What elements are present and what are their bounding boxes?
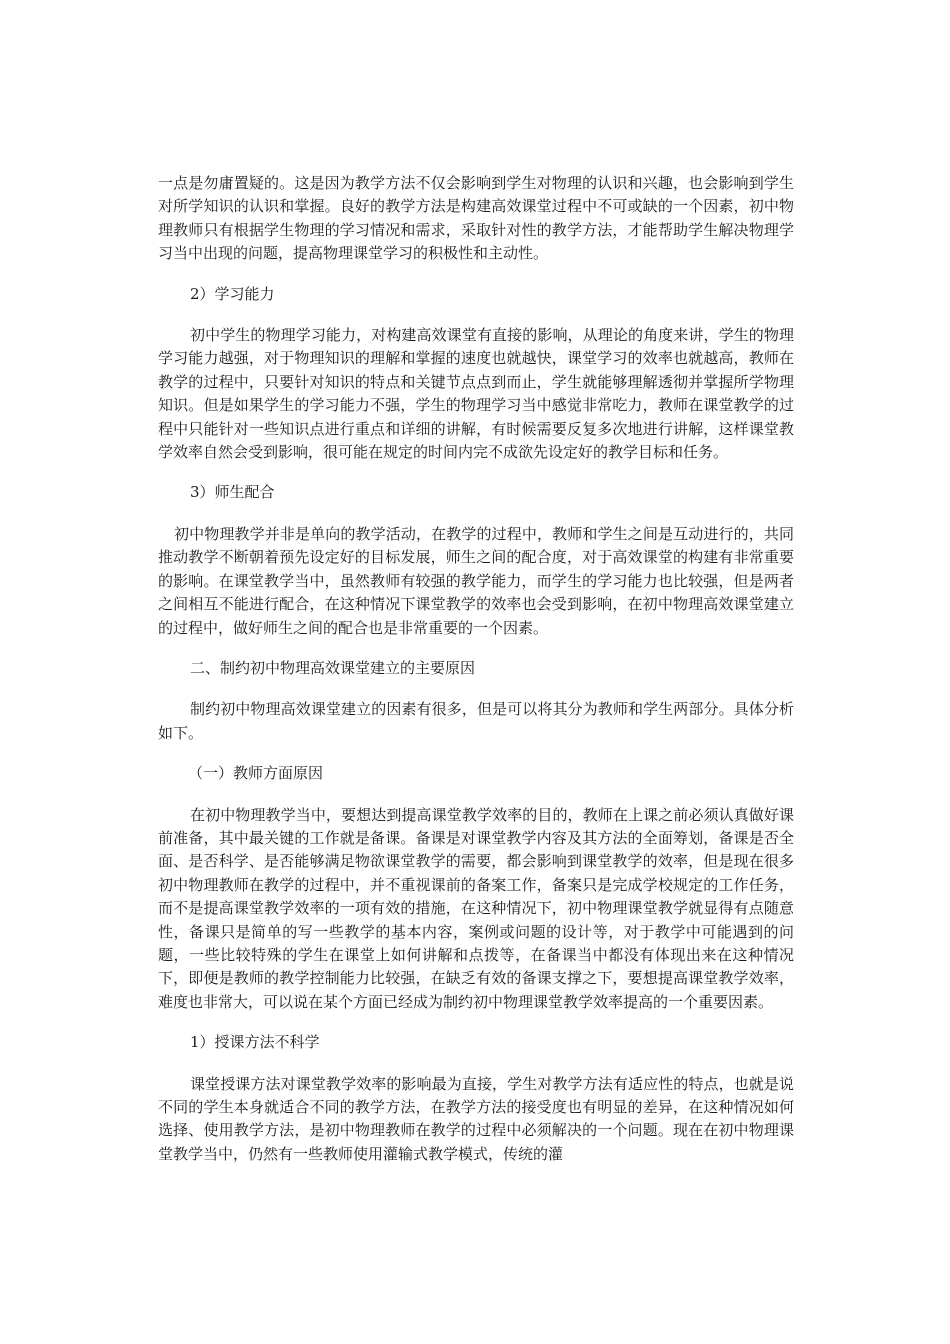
heading-teacher-reasons: （一）教师方面原因 <box>188 764 324 783</box>
paragraph-teacher-student-cooperation: 初中物理教学并非是单向的教学活动，在教学的过程中，教师和学生之间是互动进行的，共同推动教学不断朝着预先设定好的目标发展，师生之间的配合度，对于高效课堂的构建有非常重要的影响。在课堂教学当中，虽然教师有较强的教学能力，而学生的学习能力也比较强，但是两者之间相互不能进行配合，在这种情况下课堂教学的效率也会受到影响，在初中物理高效课堂建立的过程中，做好师生之间的配合也是非常重要的一个因素。 <box>158 524 794 637</box>
heading-learning-ability: 2）学习能力 <box>190 284 275 303</box>
heading-section-two: 二、制约初中物理高效课堂建立的主要原因 <box>190 658 476 677</box>
document-page <box>158 172 794 1166</box>
heading-teacher-student-cooperation: 3）师生配合 <box>190 483 275 502</box>
paragraph-learning-ability: 初中学生的物理学习能力，对构建高效课堂有直接的影响，从理论的角度来讲，学生的物理学习能力越强，对于物理知识的理解和掌握的速度也就越快，课堂学习的效率也就越高，教师在教学的过程中，只要针对知识的特点和关键节点点到而止，学生就能够理解透彻并掌握所学物理知识。但是如果学生的学习能力不强，学生的物理学习当中感觉非常吃力，教师在课堂教学的过程中只能针对一些知识点进行重点和详细的讲解，有时候需要反复多次地进行讲解，这样课堂教学效率自然会受到影响，很可能在规定的时间内完不成欲先设定好的教学目标和任务。 <box>158 326 794 462</box>
paragraph-teaching-method-conclusion: 一点是勿庸置疑的。这是因为教学方法不仅会影响到学生对物理的认识和兴趣，也会影响到学生对所学知识的认识和掌握。良好的教学方法是构建高效课堂过程中不可或缺的一个因素，初中物理教师只有根据学生物理的学习情况和需求，采取针对性的教学方法，才能帮助学生解决物理学习当中出现的问题，提高物理课堂学习的积极性和主动性。 <box>158 174 794 263</box>
paragraph-unscientific-teaching-method: 课堂授课方法对课堂教学效率的影响最为直接，学生对教学方法有适应性的特点，也就是说不同的学生本身就适合不同的教学方法，在教学方法的接受度也有明显的差异，在这种情况如何选择、使用教学方法，是初中物理教师在教学的过程中必须解决的一个问题。现在在初中物理课堂教学当中，仍然有一些教师使用灌输式教学模式，传统的灌 <box>158 1074 794 1163</box>
paragraph-teacher-reasons: 在初中物理教学当中，要想达到提高课堂教学效率的目的，教师在上课之前必须认真做好课前准备，其中最关键的工作就是备课。备课是对课堂教学内容及其方法的全面筹划，备课是否全面、是否科学、是否能够满足物欲课堂教学的需要，都会影响到课堂教学的效率，但是现在很多初中物理教师在教学的过程中，并不重视课前的备案工作，备案只是完成学校规定的工作任务，而不是提高课堂教学效率的一项有效的措施，在这种情况下，初中物理课堂教学就显得有点随意性，备课只是简单的写一些教学的基本内容，案例或问题的设计等，对于教学中可能遇到的问题，一些比较特殊的学生在课堂上如何讲解和点拨等，在备课当中都没有体现出来在这种情况下，即便是教师的教学控制能力比较强，在缺乏有效的备课支撑之下，要想提高课堂教学效率，难度也非常大，可以说在某个方面已经成为制约初中物理课堂教学效率提高的一个重要因素。 <box>158 805 794 1011</box>
paragraph-section-two-intro: 制约初中物理高效课堂建立的因素有很多，但是可以将其分为教师和学生两部分。具体分析如下。 <box>158 700 794 742</box>
heading-unscientific-teaching-method: 1）授课方法不科学 <box>190 1033 320 1052</box>
